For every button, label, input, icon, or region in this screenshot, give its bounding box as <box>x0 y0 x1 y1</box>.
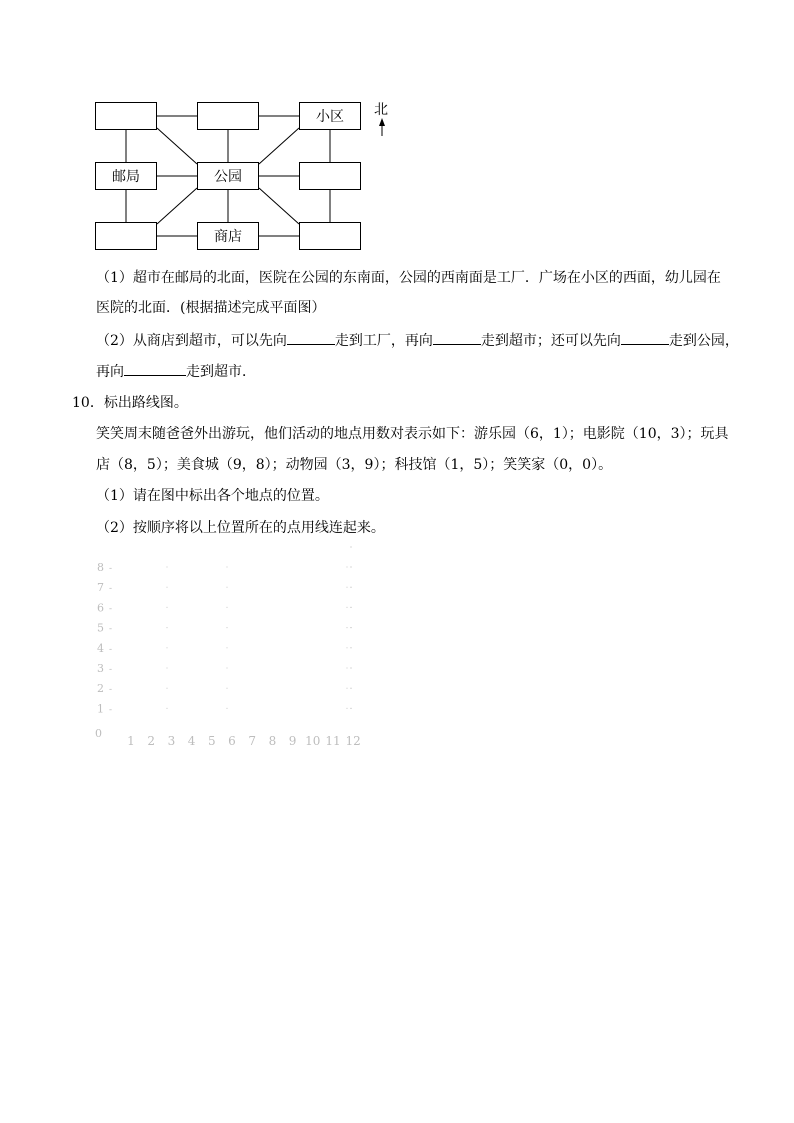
x-axis-label: 9 <box>288 734 297 748</box>
y-tick-mark: - <box>109 644 113 655</box>
grid-dot-right <box>350 607 351 608</box>
y-tick-mark: - <box>109 604 113 615</box>
answer-blank-3[interactable] <box>621 330 669 345</box>
grid-dot <box>166 627 167 628</box>
grid-dot <box>226 607 227 608</box>
map-box-top-left <box>95 102 157 130</box>
grid-dot-right <box>350 587 351 588</box>
x-axis-label: 5 <box>207 734 216 748</box>
grid-dot <box>346 688 347 689</box>
answer-blank-1[interactable] <box>287 330 335 345</box>
q9-part2-text-f: 走到超市． <box>186 364 256 380</box>
x-axis-label: 8 <box>268 734 277 748</box>
grid-dot-right <box>350 708 351 709</box>
y-tick-mark: - <box>109 584 113 595</box>
y-axis-label: 3 <box>97 662 104 675</box>
grid-dot <box>166 647 167 648</box>
grid-dot <box>226 688 227 689</box>
grid-dot <box>346 587 347 588</box>
q9-part1-line2: 医院的北面．(根据描述完成平面图） <box>96 300 326 316</box>
grid-dot <box>226 647 227 648</box>
y-axis-label: 1 <box>97 702 104 716</box>
grid-dot-right <box>350 566 351 567</box>
x-axis-label: 2 <box>147 734 156 748</box>
q9-part2-text-c: 走到超市；还可以先向 <box>480 333 621 349</box>
y-tick-mark: - <box>109 685 113 696</box>
y-axis-label: 4 <box>97 641 104 655</box>
y-axis-label: 7 <box>97 581 104 595</box>
x-axis-label: 10 <box>305 734 321 748</box>
grid-dot-right <box>350 667 351 668</box>
grid-dot <box>226 708 227 709</box>
q9-part2-line2 <box>96 361 256 382</box>
q9-part2-line1 <box>96 330 739 351</box>
map-box-bot-left <box>95 222 157 250</box>
x-axis-label: 11 <box>325 734 341 748</box>
q10-desc-line1: 笑笑周末随爸爸外出游玩，他们活动的地点用数对表示如下：游乐园（6，1）；电影院（10，3）；玩具 <box>96 426 729 442</box>
q9-part2-text-e: 再向 <box>96 364 124 380</box>
q10-title: 标出路线图。 <box>103 395 188 411</box>
q9-part2-text-a: （2）从商店到超市，可以先向 <box>96 333 287 349</box>
q9-part2-text-d: 走到公园， <box>668 333 739 349</box>
grid-dot <box>166 667 167 668</box>
y-tick-mark: - <box>109 624 113 635</box>
q10-task1: （1）请在图中标出各个地点的位置。 <box>96 488 329 504</box>
x-axis-label: 7 <box>248 734 257 748</box>
grid-dot <box>346 667 347 668</box>
q10-number: 10． <box>72 395 104 411</box>
coordinate-grid[interactable] <box>0 530 400 760</box>
map-box-park: 公园 <box>197 162 259 190</box>
q9-part1-line1: （1）超市在邮局的北面，医院在公园的东南面，公园的西南面是工厂．广场在小区的西面，幼儿园在 <box>96 270 721 286</box>
grid-dot <box>166 587 167 588</box>
grid-dot-right <box>350 627 351 628</box>
grid-dot <box>226 667 227 668</box>
x-axis-label: 12 <box>345 734 361 748</box>
q10-desc-line2: 店（8，5）；美食城（9，8）；动物园（3，9）；科技馆（1，5）；笑笑家（0，0）。 <box>96 457 613 473</box>
grid-dot <box>346 566 347 567</box>
grid-dot <box>226 627 227 628</box>
grid-dot <box>346 627 347 628</box>
q9-part2-text-b: 走到工厂，再向 <box>334 333 433 349</box>
north-label: 北 <box>374 102 388 118</box>
map-box-residential: 小区 <box>299 102 361 130</box>
map-box-mid-right <box>299 162 361 190</box>
x-axis-label: 6 <box>228 734 236 748</box>
grid-dot <box>166 688 167 689</box>
map-box-post-office: 邮局 <box>95 162 157 190</box>
grid-dot <box>166 708 167 709</box>
map-box-top-mid <box>197 102 259 130</box>
y-axis-label: 2 <box>97 682 104 696</box>
answer-blank-2[interactable] <box>433 330 481 345</box>
y-axis-label: 6 <box>97 601 104 615</box>
answer-blank-4[interactable] <box>124 361 186 376</box>
grid-dot <box>166 566 167 567</box>
x-axis-label: 3 <box>167 734 176 748</box>
origin-label: 0 <box>95 727 102 740</box>
grid-dot-right <box>350 688 351 689</box>
y-axis-label: 5 <box>97 621 104 635</box>
grid-dot <box>346 647 347 648</box>
y-axis-label: 8 <box>97 561 104 574</box>
grid-dot-right <box>350 647 351 648</box>
q10-heading <box>72 393 188 413</box>
y-tick-mark: - <box>109 705 113 716</box>
y-tick-mark: - <box>109 564 113 574</box>
grid-dot <box>226 587 227 588</box>
y-tick-mark: - <box>109 665 113 675</box>
x-axis-label: 1 <box>127 734 135 748</box>
grid-dot <box>166 607 167 608</box>
q10-task2: （2）按顺序将以上位置所在的点用线连起来。 <box>96 520 385 536</box>
grid-dot <box>226 566 227 567</box>
grid-dot <box>346 708 347 709</box>
map-box-bot-right <box>299 222 361 250</box>
grid-dot-right <box>350 546 351 547</box>
grid-dot <box>346 607 347 608</box>
x-axis-label: 4 <box>187 734 196 748</box>
map-box-shop: 商店 <box>197 222 259 250</box>
